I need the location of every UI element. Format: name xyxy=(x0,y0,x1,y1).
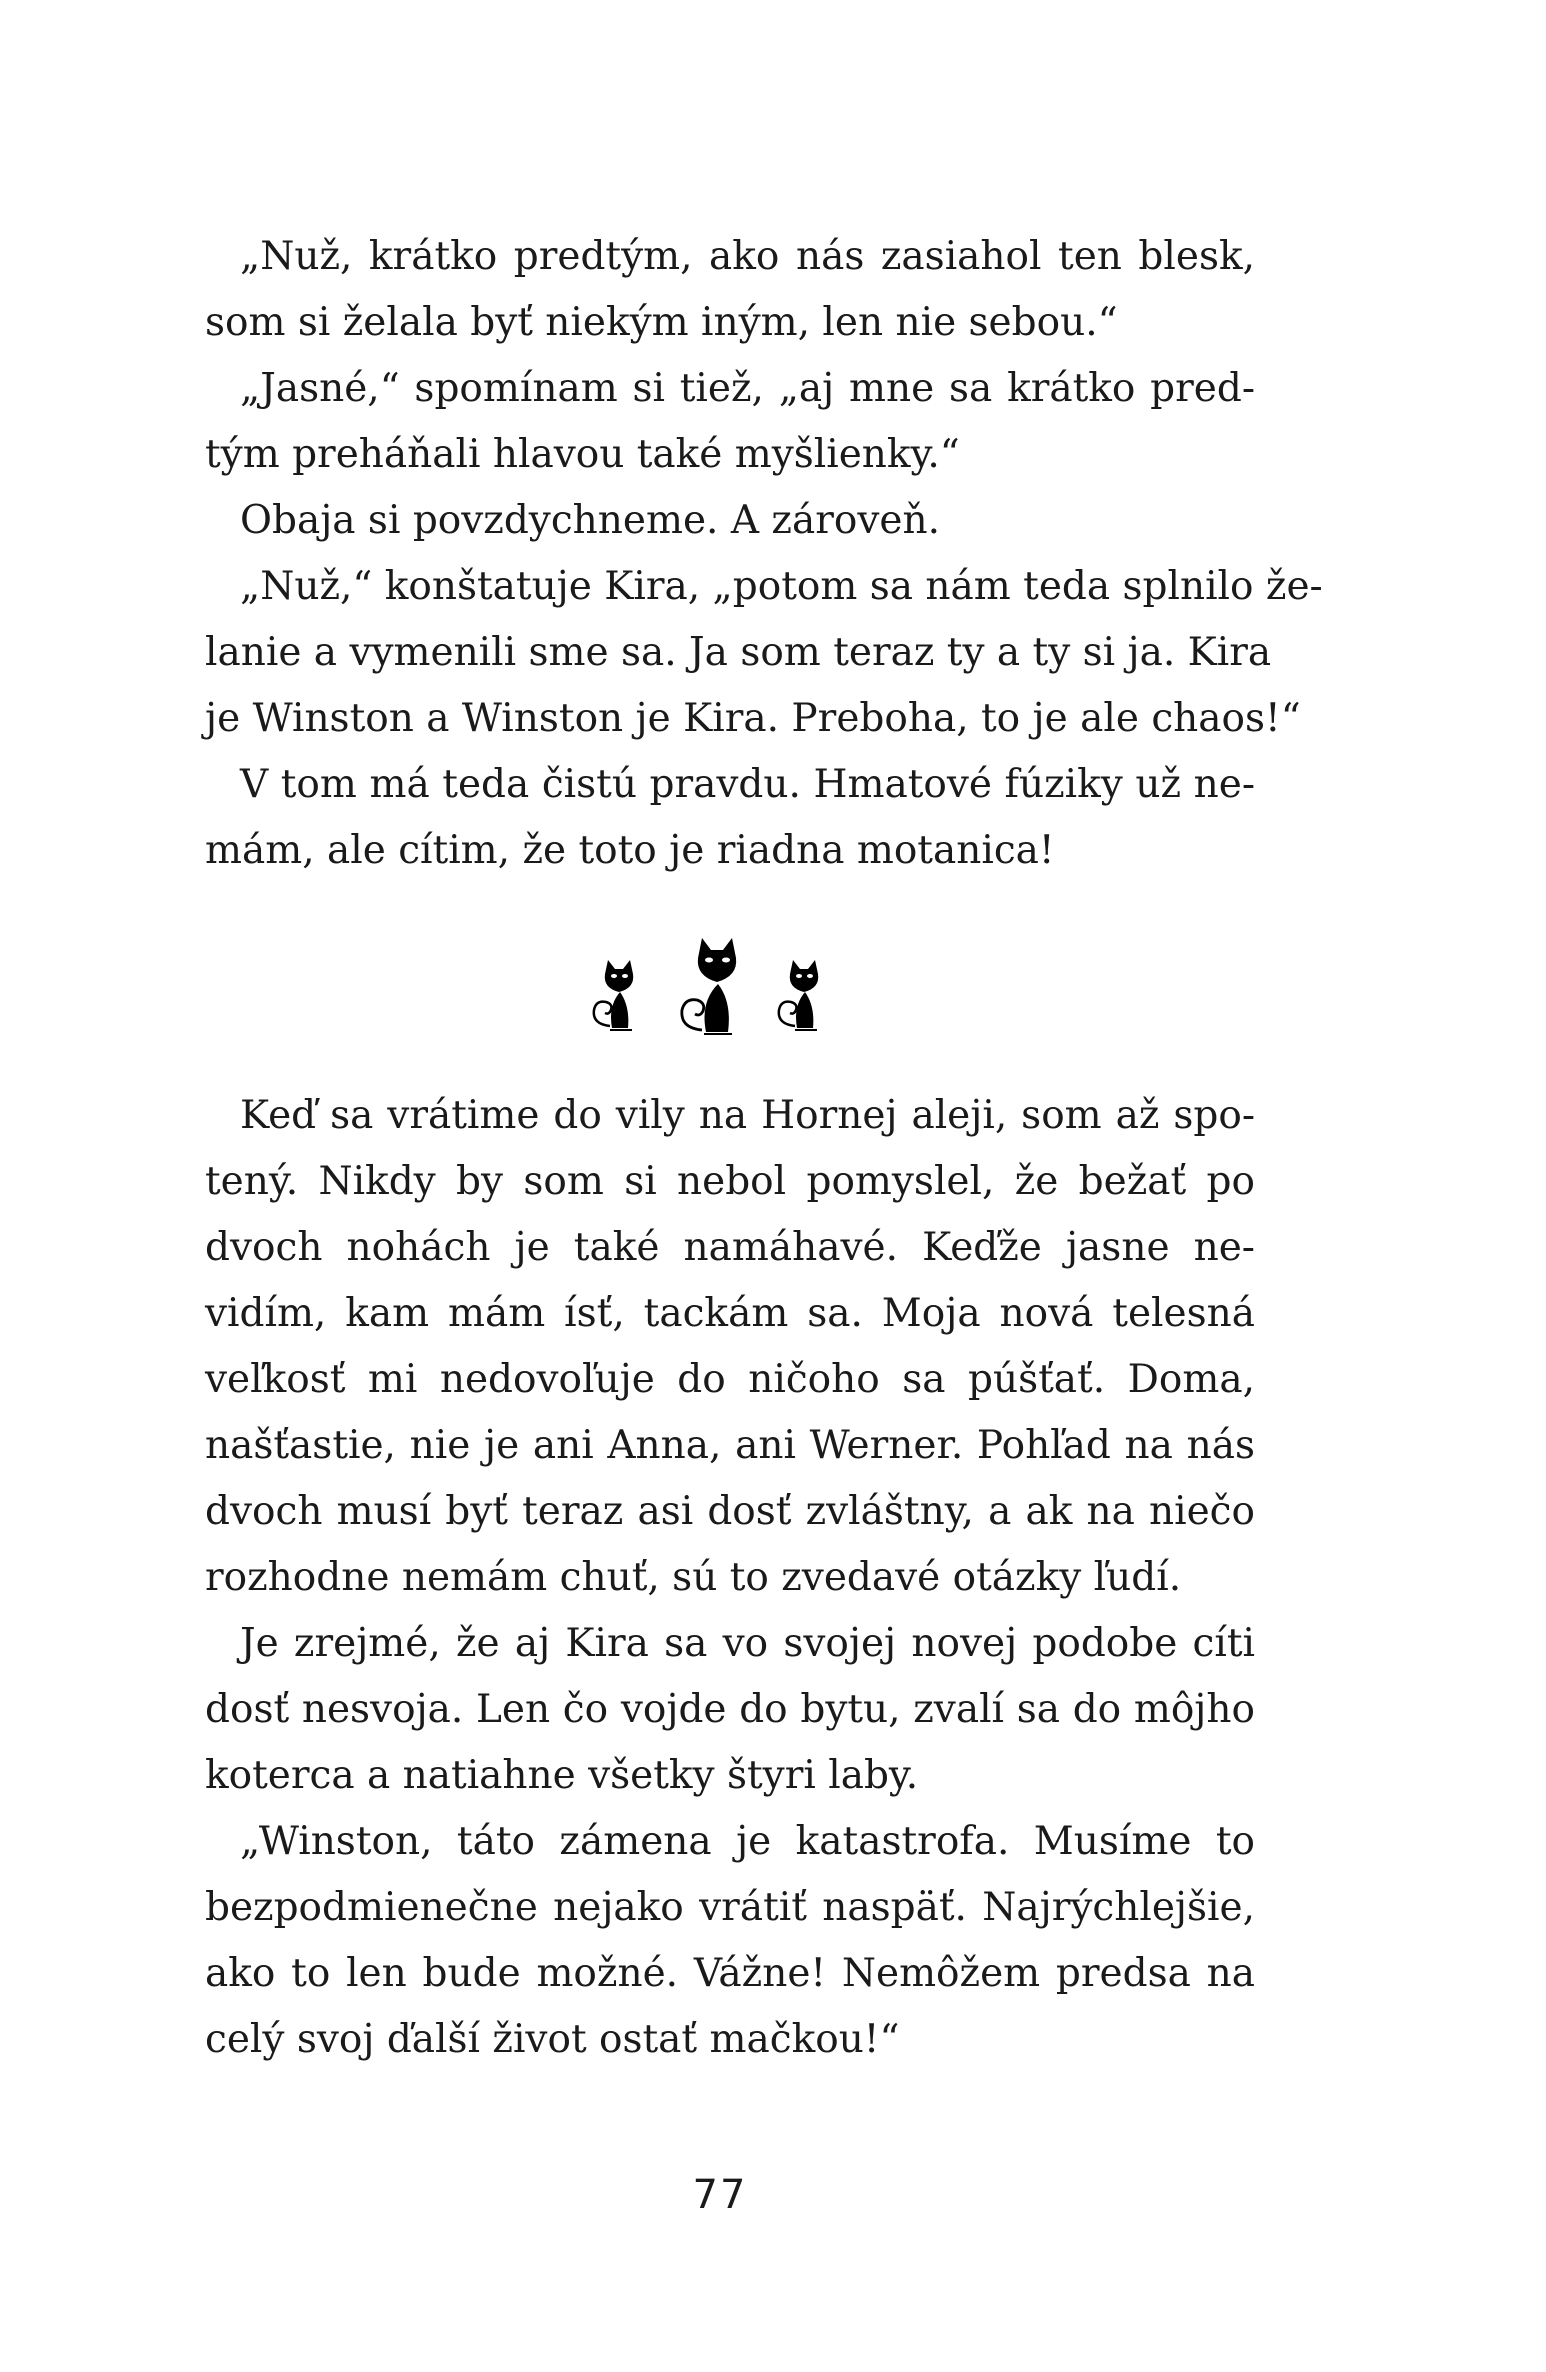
text-line: dvoch musí byť teraz asi dosť zvláštny, a ak na niečo xyxy=(205,1489,1255,1534)
text-line: bezpodmienečne nejako vrátiť naspäť. Najrýchlejšie, xyxy=(205,1885,1255,1930)
text-line: tým preháňali hlavou také myšlienky.“ xyxy=(205,432,960,477)
text-line: Obaja si povzdychneme. A zároveň. xyxy=(240,498,940,543)
text-line: mám, ale cítim, že toto je riadna motanica! xyxy=(205,828,1055,873)
text-line: dosť nesvoja. Len čo vojde do bytu, zvalí sa do môjho xyxy=(205,1687,1255,1732)
text-line: koterca a natiahne všetky štyri laby. xyxy=(205,1753,919,1798)
text-line: Keď sa vrátime do vily na Hornej aleji, som až spo- xyxy=(240,1093,1255,1138)
text-line: je Winston a Winston je Kira. Preboha, to je ale chaos!“ xyxy=(205,696,1301,741)
text-line: „Jasné,“ spomínam si tiež, „aj mne sa krátko pred- xyxy=(240,366,1255,411)
text-line: ako to len bude možné. Vážne! Nemôžem predsa na xyxy=(205,1951,1255,1996)
text-line: veľkosť mi nedovoľuje do ničoho sa púšťať. Doma, xyxy=(205,1357,1255,1402)
cat-icon xyxy=(594,960,633,1030)
text-line: „Nuž,“ konštatuje Kira, „potom sa nám teda splnilo že- xyxy=(240,564,1323,609)
text-line: „Winston, táto zámena je katastrofa. Musíme to xyxy=(240,1819,1255,1864)
text-line: Je zrejmé, že aj Kira sa vo svojej novej podobe cíti xyxy=(240,1621,1255,1666)
page-number: 77 xyxy=(692,2172,748,2218)
three-black-cats-icon xyxy=(580,928,850,1048)
text-line: som si želala byť niekým iným, len nie sebou.“ xyxy=(205,300,1118,345)
cat-icon xyxy=(779,960,818,1030)
text-line: rozhodne nemám chuť, sú to zvedavé otázky ľudí. xyxy=(205,1555,1182,1600)
text-line: V tom má teda čistú pravdu. Hmatové fúziky už ne- xyxy=(240,762,1255,807)
text-line: dvoch nohách je také namáhavé. Keďže jasne ne- xyxy=(205,1225,1255,1270)
cat-icon xyxy=(682,938,736,1034)
text-line: našťastie, nie je ani Anna, ani Werner. Pohľad na nás xyxy=(205,1423,1255,1468)
text-line: „Nuž, krátko predtým, ako nás zasiahol ten blesk, xyxy=(240,234,1255,279)
text-line: vidím, kam mám ísť, tackám sa. Moja nová telesná xyxy=(205,1291,1255,1336)
text-line: lanie a vymenili sme sa. Ja som teraz ty a ty si ja. Kira xyxy=(205,630,1272,675)
text-line: celý svoj ďalší život ostať mačkou!“ xyxy=(205,2017,900,2062)
text-line: tený. Nikdy by som si nebol pomyslel, že bežať po xyxy=(205,1159,1255,1204)
